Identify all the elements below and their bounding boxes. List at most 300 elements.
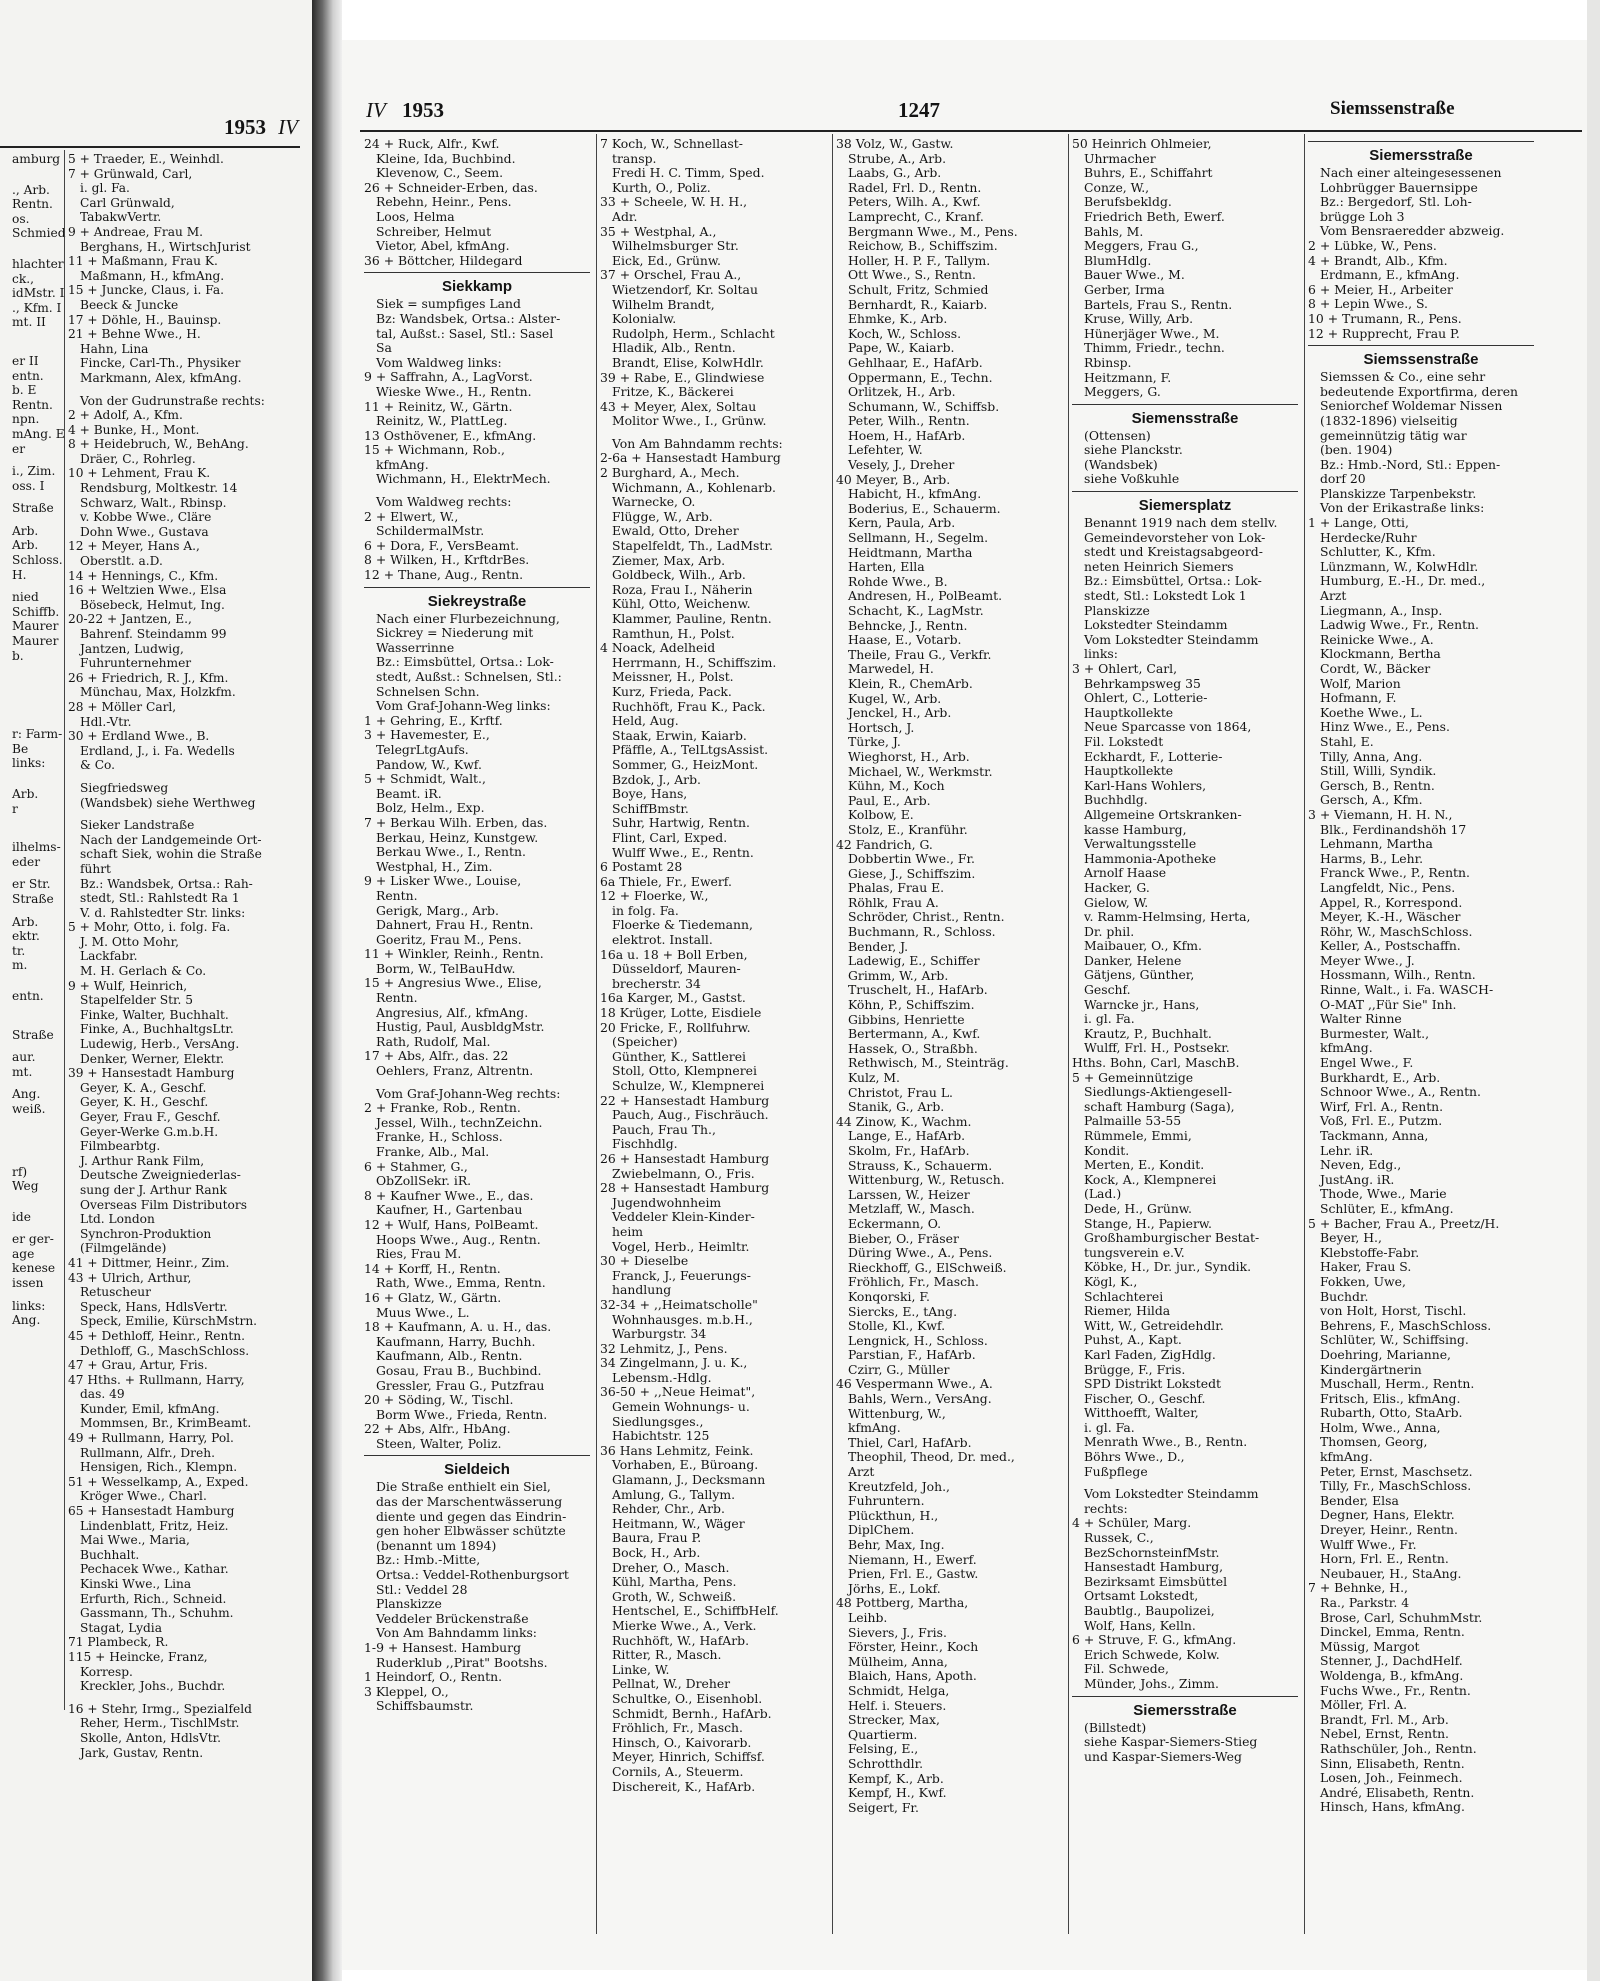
directory-entry: Fokken, Uwe, (1320, 1273, 1406, 1289)
directory-entry: er (12, 441, 26, 456)
directory-entry: 6 + Meier, H., Arbeiter (1308, 281, 1453, 297)
directory-entry: Köhn, P., Schiffszim. (848, 997, 975, 1013)
directory-entry: Kurth, O., Poliz. (612, 179, 711, 195)
directory-entry: 38 Volz, W., Gastw. (836, 136, 954, 151)
left-page-year: 1953 (224, 115, 266, 139)
directory-entry: Herdecke/Ruhr (1320, 529, 1417, 545)
directory-entry: Boderius, E., Schauerm. (848, 500, 1001, 516)
directory-entry: Kaufner, H., Gartenbau (376, 1202, 523, 1218)
directory-entry: Muschall, Herm., Rentn. (1320, 1376, 1475, 1392)
left-column-divider (64, 150, 65, 1710)
directory-entry: Blaich, Hans, Apoth. (848, 1668, 977, 1684)
directory-entry: Korresp. (80, 1664, 133, 1679)
directory-entry: kfmAng. (376, 456, 429, 472)
directory-entry: 11 + Reinitz, W., Gärtn. (364, 398, 513, 414)
directory-entry: Phalas, Frau E. (848, 880, 945, 896)
directory-entry: Seigert, Fr. (848, 1799, 919, 1815)
directory-entry: Straße (12, 501, 54, 516)
directory-entry: Wieske Wwe., H., Rentn. (376, 383, 532, 399)
directory-entry: Speck, Emilie, KürschMstrn. (80, 1314, 258, 1329)
spacer (0, 1012, 60, 1020)
directory-entry: tr. (12, 943, 26, 958)
directory-entry: Vom Graf-Johann-Weg rechts: (376, 1085, 561, 1101)
directory-entry: handlung (612, 1282, 672, 1298)
directory-entry: Bender, J. (848, 938, 909, 954)
spacer (0, 338, 60, 346)
directory-entry: Pandow, W., Kwf. (376, 756, 482, 772)
directory-entry: 9 + Wulf, Heinrich, (68, 978, 188, 993)
directory-entry: Lamprecht, C., Kranf. (848, 208, 984, 224)
directory-entry: Boye, Hans, (612, 786, 688, 802)
directory-entry: Nach einer alteingesessenen (1320, 165, 1502, 180)
directory-entry: Oppermann, E., Techn. (848, 369, 993, 385)
page-number: 1247 (898, 98, 940, 122)
directory-entry: 115 + Heincke, Franz, (68, 1649, 208, 1664)
directory-entry: 37 + Orschel, Frau A., (600, 267, 742, 283)
directory-entry: Allgemeine Ortskranken- (1084, 806, 1242, 822)
directory-entry: Konqorski, F. (848, 1288, 930, 1304)
directory-entry: Gersch, A., Kfm. (1320, 792, 1423, 808)
directory-entry: Schreiber, Helmut (376, 223, 492, 239)
directory-entry: 26 + Schneider-Erben, das. (364, 179, 538, 195)
directory-entry: Adr. (612, 208, 638, 224)
directory-entry: Schrotthdlr. (848, 1755, 924, 1771)
directory-entry: Klebstoffe-Fabr. (1320, 1244, 1420, 1260)
directory-entry: Behrens, F., MaschSchloss. (1320, 1317, 1492, 1333)
directory-entry: gemeinnützig tätig war (1320, 427, 1467, 443)
directory-entry: Hansestadt Hamburg, (1084, 1559, 1224, 1575)
spacer (68, 1694, 312, 1702)
directory-entry: Herrmann, H., Schiffszim. (612, 654, 777, 670)
directory-entry: Hustig, Paul, AusbldgMstr. (376, 1019, 545, 1035)
directory-entry: V. d. Rahlstedter Str. links: (80, 905, 246, 920)
directory-entry: Geyer, Frau F., Geschf. (80, 1110, 221, 1124)
directory-entry: mt. II (12, 315, 46, 330)
directory-entry: b. (12, 648, 24, 663)
directory-entry: Vom Graf-Johann-Weg links: (376, 698, 551, 714)
directory-entry: Meggers, G. (1084, 384, 1161, 400)
directory-entry: 11 + Winkler, Reinh., Rentn. (364, 946, 544, 962)
directory-entry: Kondit. (1084, 1142, 1130, 1158)
directory-entry: Stanik, G., Arb. (848, 1099, 945, 1115)
directory-entry: 6 + Struve, F. G., kfmAng. (1072, 1632, 1237, 1648)
directory-entry: Rudolph, Herm., Schlacht (612, 325, 775, 341)
spacer (0, 663, 60, 671)
directory-entry: Ang. (12, 1087, 41, 1102)
directory-entry: Hladik, Alb., Rentn. (612, 340, 736, 356)
directory-entry: Kern, Paula, Arb. (848, 515, 956, 531)
directory-entry: (ben. 1904) (1320, 442, 1393, 458)
directory-entry: Berufsbekldg. (1084, 194, 1172, 210)
directory-entry: H. (12, 567, 27, 582)
directory-entry: schaft Hamburg (Saga), (1084, 1098, 1235, 1114)
directory-entry: Siemssen & Co., eine sehr (1320, 369, 1486, 385)
directory-entry: 8 + Kaufner Wwe., E., das. (364, 1187, 534, 1203)
directory-entry: 6 Postamt 28 (600, 859, 683, 875)
directory-entry: Retuscheur (80, 1285, 151, 1300)
directory-entry: Dethloff, G., MaschSchloss. (80, 1343, 250, 1358)
directory-entry: Rentn. (376, 887, 418, 903)
directory-entry: b. E (12, 383, 37, 398)
directory-entry: Fuhrunternehmer (80, 656, 192, 671)
directory-entry: 7 + Grünwald, Carl, (68, 166, 193, 181)
directory-column-1 (364, 137, 590, 1714)
directory-entry: Rentn. (376, 990, 418, 1006)
directory-entry: Kaufmann, Alb., Rentn. (376, 1348, 523, 1364)
directory-entry: 12 + Rupprecht, Frau P. (1308, 325, 1460, 341)
directory-entry: 46 Vespermann Wwe., A. (836, 1376, 993, 1392)
directory-entry: stedt, Stl.: Lokstedt Lok 1 (1084, 588, 1247, 604)
directory-entry: Hensigen, Rich., Klempn. (80, 1460, 238, 1475)
directory-entry: Wittenburg, W., Retusch. (848, 1172, 1005, 1188)
spacer (0, 695, 60, 703)
directory-entry: Schnoor Wwe., A., Rentn. (1320, 1084, 1481, 1100)
directory-entry: Hths. Bohn, Carl, MaschB. (1072, 1055, 1240, 1071)
directory-entry: 6 + Stahmer, G., (364, 1158, 468, 1174)
directory-entry: Hammonia-Apotheke (1084, 850, 1217, 866)
directory-entry: Peter, Wilh., Rentn. (848, 413, 970, 429)
directory-entry: Ladewig, E., Schiffer (848, 953, 980, 969)
directory-entry: 28 + Möller Carl, (68, 699, 177, 714)
directory-entry: Fredi H. C. Timm, Sped. (612, 165, 765, 181)
directory-entry: 6a Thiele, Fr., Ewerf. (600, 873, 732, 889)
spacer (0, 175, 60, 183)
directory-entry: Flint, Carl, Exped. (612, 829, 728, 845)
directory-entry: Fincke, Carl-Th., Physiker (80, 356, 241, 371)
directory-entry: Overseas Film Distributors (80, 1197, 247, 1212)
directory-entry: Düring Wwe., A., Pens. (848, 1245, 993, 1261)
directory-column-3 (836, 137, 1062, 1815)
directory-entry: Dede, H., Grünw. (1084, 1200, 1192, 1216)
directory-entry: Tackmann, Anna, (1320, 1128, 1429, 1143)
directory-entry: Siegfriedsweg (80, 780, 169, 795)
directory-entry: ilhelms- (12, 840, 61, 855)
directory-entry: 28 + Hansestadt Hamburg (600, 1180, 770, 1196)
street-heading: Siemersstraße (1308, 141, 1534, 166)
directory-entry: Degner, Hans, Elektr. (1320, 1507, 1455, 1523)
spacer (0, 456, 60, 464)
right-header-rule (360, 130, 1582, 132)
directory-entry: Quartierm. (848, 1726, 918, 1742)
directory-entry: Schloss. (12, 553, 63, 568)
spacer (0, 516, 60, 524)
directory-entry: Stagat, Lydia (80, 1620, 162, 1635)
spacer (0, 816, 60, 824)
directory-entry: André, Elisabeth, Rentn. (1320, 1784, 1475, 1800)
directory-entry: Paul, E., Arb. (848, 792, 931, 808)
directory-entry: Rbinsp. (1084, 354, 1132, 370)
directory-entry: i., Zim. (12, 464, 56, 479)
directory-entry: Rubarth, Otto, StaArb. (1320, 1405, 1463, 1421)
directory-entry: Kurz, Frieda, Pack. (612, 683, 732, 699)
directory-entry: Lohbrügger Bauernsippe (1320, 179, 1478, 195)
directory-entry: & Co. (80, 758, 116, 773)
page-edge (1587, 0, 1600, 1981)
directory-entry: Hauptkollekte (1084, 704, 1174, 720)
directory-entry: Fil. Lokstedt (1084, 733, 1164, 749)
directory-column-4 (1072, 137, 1298, 1764)
directory-entry: Rullmann, Alfr., Dreh. (80, 1445, 215, 1460)
directory-entry: Reinitz, W., PlattLeg. (376, 413, 508, 429)
directory-entry: 24 + Ruck, Alfr., Kwf. (364, 136, 500, 151)
spacer (0, 687, 60, 695)
directory-entry: (1832-1896) vielseitig (1320, 412, 1458, 428)
directory-entry: er ger- (12, 1232, 54, 1247)
directory-entry: Witt, W., Getreidehdlr. (1084, 1317, 1224, 1333)
directory-entry: Meissner, H., Polst. (612, 669, 734, 685)
directory-entry: 17 + Abs, Alfr., das. 22 (364, 1048, 509, 1064)
directory-entry: Friedrich Beth, Ewerf. (1084, 208, 1225, 224)
directory-entry: Schulze, W., Klempnerei (612, 1078, 765, 1093)
directory-entry: Witthoefft, Walter, (1084, 1405, 1199, 1421)
directory-entry: 13 Osthövener, E., kfmAng. (364, 427, 537, 443)
directory-entry: Suhr, Hartwig, Rentn. (612, 815, 750, 831)
directory-entry: Peter, Ernst, Maschsetz. (1320, 1463, 1473, 1479)
directory-entry: Siercks, E., tAng. (848, 1303, 958, 1319)
directory-entry: Klein, R., ChemArb. (848, 675, 973, 691)
directory-entry: Habichtstr. 125 (612, 1428, 710, 1444)
directory-entry: Bertermann, A., Kwf. (848, 1026, 981, 1042)
directory-entry: 2 Burghard, A., Mech. (600, 465, 740, 481)
spacer (0, 1157, 60, 1165)
directory-entry: Plückthun, H., (848, 1507, 939, 1523)
directory-entry: entn. (12, 368, 44, 383)
directory-entry: 5 + Traeder, E., Weinhdl. (68, 152, 224, 166)
directory-entry: Pellnat, W., Dreher (612, 1676, 731, 1692)
spacer (0, 907, 60, 915)
directory-entry: Röhlk, Frau A. (848, 894, 939, 910)
directory-entry: Berghans, H., WirtschJurist (80, 239, 251, 254)
directory-entry: Buhrs, E., Schiffahrt (1084, 165, 1213, 181)
directory-entry: Berkau, Heinz, Kunstgew. (376, 829, 539, 845)
spacer (0, 1194, 60, 1202)
directory-entry: (benannt um 1894) (376, 1537, 497, 1553)
directory-entry: Neubauer, H., StaAng. (1320, 1565, 1462, 1581)
directory-entry: Floerke & Tiedemann, (612, 917, 753, 933)
directory-entry: Ruchhöft, W., HafArb. (612, 1632, 750, 1648)
directory-entry: M. H. Gerlach & Co. (80, 964, 207, 979)
directory-entry: Dinckel, Emma, Rentn. (1320, 1624, 1465, 1640)
directory-entry: Wulff, Frl. H., Postsekr. (1084, 1040, 1230, 1056)
directory-entry: SPD Distrikt Lokstedt (1084, 1376, 1222, 1392)
directory-entry: Eckhardt, F., Lotterie- (1084, 748, 1223, 764)
directory-entry: Vom Waldweg rechts: (376, 494, 512, 510)
directory-entry: Bahrenf. Steindamm 99 (80, 627, 227, 641)
directory-entry: Buchdr. (1320, 1288, 1369, 1304)
directory-entry: Lange, E., HafArb. (848, 1128, 966, 1144)
directory-entry: Erfurth, Rich., Schneid. (80, 1591, 227, 1606)
directory-entry: os. (12, 211, 30, 226)
directory-entry: Ramthun, H., Polst. (612, 625, 735, 641)
spacer (0, 1202, 60, 1210)
directory-entry: Andresen, H., PolBeamt. (848, 588, 1003, 604)
directory-entry: Vietor, Abel, kfmAng. (376, 238, 510, 254)
directory-entry: Wilhelmsburger Str. (612, 238, 739, 254)
directory-entry: Brügge, F., Fris. (1084, 1361, 1186, 1377)
directory-entry: Neven, Edg., (1320, 1157, 1402, 1173)
spacer (0, 493, 60, 501)
column-divider (596, 134, 597, 1934)
directory-entry: Goldbeck, Wilh., Arb. (612, 567, 746, 583)
directory-entry: Stapelfeldt, Th., LadMstr. (612, 538, 773, 554)
left-page (0, 0, 312, 1981)
directory-entry: von Holt, Horst, Tischl. (1320, 1303, 1467, 1319)
spacer (0, 824, 60, 832)
directory-entry: Reher, Herm., TischlMstr. (80, 1716, 240, 1731)
directory-entry: Ruderklub ,,Pirat" Bootshs. (376, 1654, 548, 1670)
directory-entry: Veddeler Brückenstraße (376, 1610, 529, 1626)
directory-entry: Fußpflege (1084, 1463, 1148, 1479)
column-divider (832, 134, 833, 1934)
directory-entry: stedt, Außst.: Schnelsen, Stl.: (376, 669, 562, 684)
directory-entry: 71 Plambeck, R. (68, 1635, 169, 1650)
directory-entry: v. Ramm-Helmsing, Herta, (1084, 909, 1251, 925)
spacer (0, 1042, 60, 1050)
directory-entry: Förster, Heinr., Koch (848, 1639, 979, 1655)
directory-entry: Schumann, W., Schiffsb. (848, 398, 1000, 414)
directory-entry: Gielow, W. (1084, 894, 1149, 910)
directory-entry: in folg. Fa. (612, 902, 679, 918)
directory-entry: Dräer, C., Rohrleg. (80, 451, 196, 466)
directory-entry: Fritze, K., Bäckerei (612, 384, 734, 400)
directory-entry: 47 + Grau, Artur, Fris. (68, 1358, 208, 1373)
directory-entry: (Wandsbek) (1084, 456, 1158, 472)
directory-entry: Ludewig, Herb., VersAng. (80, 1037, 240, 1052)
directory-entry: siehe Voßkuhle (1084, 471, 1180, 487)
directory-entry: Lehmann, Martha (1320, 836, 1433, 852)
directory-entry: SchildermalMstr. (376, 523, 485, 539)
directory-entry: Russek, C., (1084, 1530, 1154, 1546)
directory-entry: Be (12, 741, 29, 756)
directory-entry: Weg (12, 1179, 39, 1194)
directory-entry: Gehlhaar, E., HafArb. (848, 354, 983, 370)
directory-entry: amburg (12, 152, 61, 166)
directory-entry: Buchhalt. (80, 1547, 140, 1562)
directory-entry: Ziemer, Max, Arb. (612, 552, 726, 568)
directory-entry: 26 + Hansestadt Hamburg (600, 1150, 770, 1166)
directory-entry: BezSchornsteinfMstr. (1084, 1544, 1220, 1560)
directory-entry: Böhrs Wwe., D., (1084, 1449, 1185, 1465)
directory-entry: BlumHdlg. (1084, 252, 1152, 268)
spacer (0, 973, 60, 981)
directory-entry: Maurer (12, 619, 59, 634)
directory-entry: ., Kfm. I (12, 300, 62, 315)
directory-entry: Deutsche Zweigniederlas- (80, 1168, 241, 1183)
directory-entry: Klammer, Pauline, Rentn. (612, 611, 772, 626)
directory-entry: er Str. (12, 877, 51, 892)
directory-entry: 3 + Havemester, E., (364, 727, 490, 743)
directory-entry: Bahls, M. (1084, 223, 1144, 239)
directory-entry: 2 + Adolf, A., Kfm. (68, 408, 183, 423)
directory-entry: Straße (12, 891, 54, 906)
directory-entry: Die Straße enthielt ein Siel, (376, 1479, 551, 1495)
directory-entry: Lengnick, H., Schloss. (848, 1332, 988, 1348)
directory-entry: 3 + Ohlert, Carl, (1072, 661, 1178, 676)
directory-entry: neten Heinrich Siemers (1084, 558, 1234, 574)
left-page-section: IV (278, 115, 298, 139)
directory-entry: Erdland, J., i. Fa. Wedells (80, 743, 235, 758)
directory-entry: Jark, Gustav, Rentn. (80, 1745, 204, 1760)
directory-entry: 12 + Floerke, W., (600, 888, 709, 904)
column-divider (1304, 134, 1305, 1934)
right-page-year: 1953 (402, 98, 444, 122)
spacer (0, 1133, 60, 1141)
spacer (0, 1079, 60, 1087)
directory-entry: Harms, B., Lehr. (1320, 850, 1424, 866)
directory-entry: Prien, Frl. E., Gastw. (848, 1566, 979, 1582)
directory-entry: Walter Rinne (1320, 1011, 1402, 1027)
directory-entry: Pfäffle, A., TelLtgsAssist. (612, 742, 769, 758)
spacer (0, 346, 60, 354)
directory-entry: dorf 20 (1320, 471, 1366, 487)
directory-entry: 4 + Brandt, Alb., Kfm. (1308, 252, 1448, 268)
directory-entry: Marwedel, H. (848, 661, 934, 677)
directory-entry: Nach einer Flurbezeichnung, (376, 610, 560, 626)
directory-entry: Stolz, E., Kranführ. (848, 821, 968, 837)
directory-entry: Harten, Ella (848, 559, 925, 575)
directory-entry: Bieber, O., Fräser (848, 1230, 959, 1246)
directory-entry: Fritsch, Elis., kfmAng. (1320, 1390, 1461, 1406)
directory-entry: Thomsen, Georg, (1320, 1434, 1428, 1450)
directory-entry: Lefehter, W. (848, 442, 923, 458)
directory-entry: Ohlert, C., Lotterie- (1084, 690, 1208, 706)
directory-entry: Arb. (12, 914, 39, 929)
directory-entry: Giese, J., Schiffszim. (848, 865, 976, 881)
directory-entry: 4 + Schüler, Marg. (1072, 1515, 1192, 1531)
directory-entry: Burmester, Walt., (1320, 1025, 1430, 1041)
directory-entry: Pauch, Frau Th., (612, 1121, 716, 1137)
directory-entry: i. gl. Fa. (80, 181, 130, 196)
directory-entry: Hassek, O., Straßbh. (848, 1040, 978, 1056)
directory-entry: Denker, Werner, Elektr. (80, 1051, 225, 1066)
directory-entry: aur. (12, 1050, 36, 1065)
directory-entry: Synchron-Produktion (80, 1226, 212, 1241)
directory-entry: das der Marschentwässerung (376, 1494, 563, 1510)
directory-entry: Hauptkollekte (1084, 763, 1174, 779)
directory-entry: weiß. (12, 1101, 46, 1116)
directory-entry: Kühl, Otto, Weichenw. (612, 596, 751, 612)
spacer (68, 810, 312, 818)
directory-entry: 30 + Erdland Wwe., B. (68, 729, 210, 744)
directory-entry: Hossmann, Wilh., Rentn. (1320, 967, 1476, 983)
directory-entry: schaft Siek, wohin die Straße (80, 847, 262, 862)
directory-entry: 10 + Trumann, R., Pens. (1308, 310, 1462, 326)
directory-entry: kfmAng. (1320, 1040, 1373, 1056)
spacer (0, 671, 60, 679)
directory-entry: Parstian, F., HafArb. (848, 1347, 976, 1363)
spacer (0, 1117, 60, 1125)
directory-entry: Münchau, Max, Holzkfm. (80, 685, 236, 700)
directory-entry: 11 + Maßmann, Frau K. (68, 254, 218, 269)
directory-entry: Menrath Wwe., B., Rentn. (1084, 1434, 1248, 1450)
directory-entry: r (12, 801, 18, 816)
directory-entry: Jenckel, H., Arb. (848, 705, 952, 721)
directory-entry: Hoem, H., HafArb. (848, 427, 966, 443)
directory-entry: Wieghorst, H., Arb. (848, 748, 970, 764)
directory-entry: transp. (612, 150, 657, 166)
directory-entry: diente und gegen das Eindrin- (376, 1508, 567, 1524)
directory-entry: Tilly, Fr., MaschSchloss. (1320, 1478, 1472, 1494)
directory-entry: Brose, Carl, SchuhmMstr. (1320, 1609, 1483, 1625)
directory-entry: Klockmann, Bertha (1320, 646, 1441, 662)
directory-entry: Haase, E., Votarb. (848, 632, 962, 648)
directory-entry: Appel, R., Korrespond. (1320, 894, 1463, 910)
directory-entry: J. Arthur Rank Film, (80, 1153, 205, 1168)
directory-entry: Engel Wwe., F. (1320, 1055, 1414, 1071)
directory-entry: Wietzendorf, Kr. Soltau (612, 281, 758, 297)
directory-entry: Reinicke Wwe., A. (1320, 631, 1434, 647)
directory-entry: Kugel, W., Arb. (848, 690, 942, 706)
